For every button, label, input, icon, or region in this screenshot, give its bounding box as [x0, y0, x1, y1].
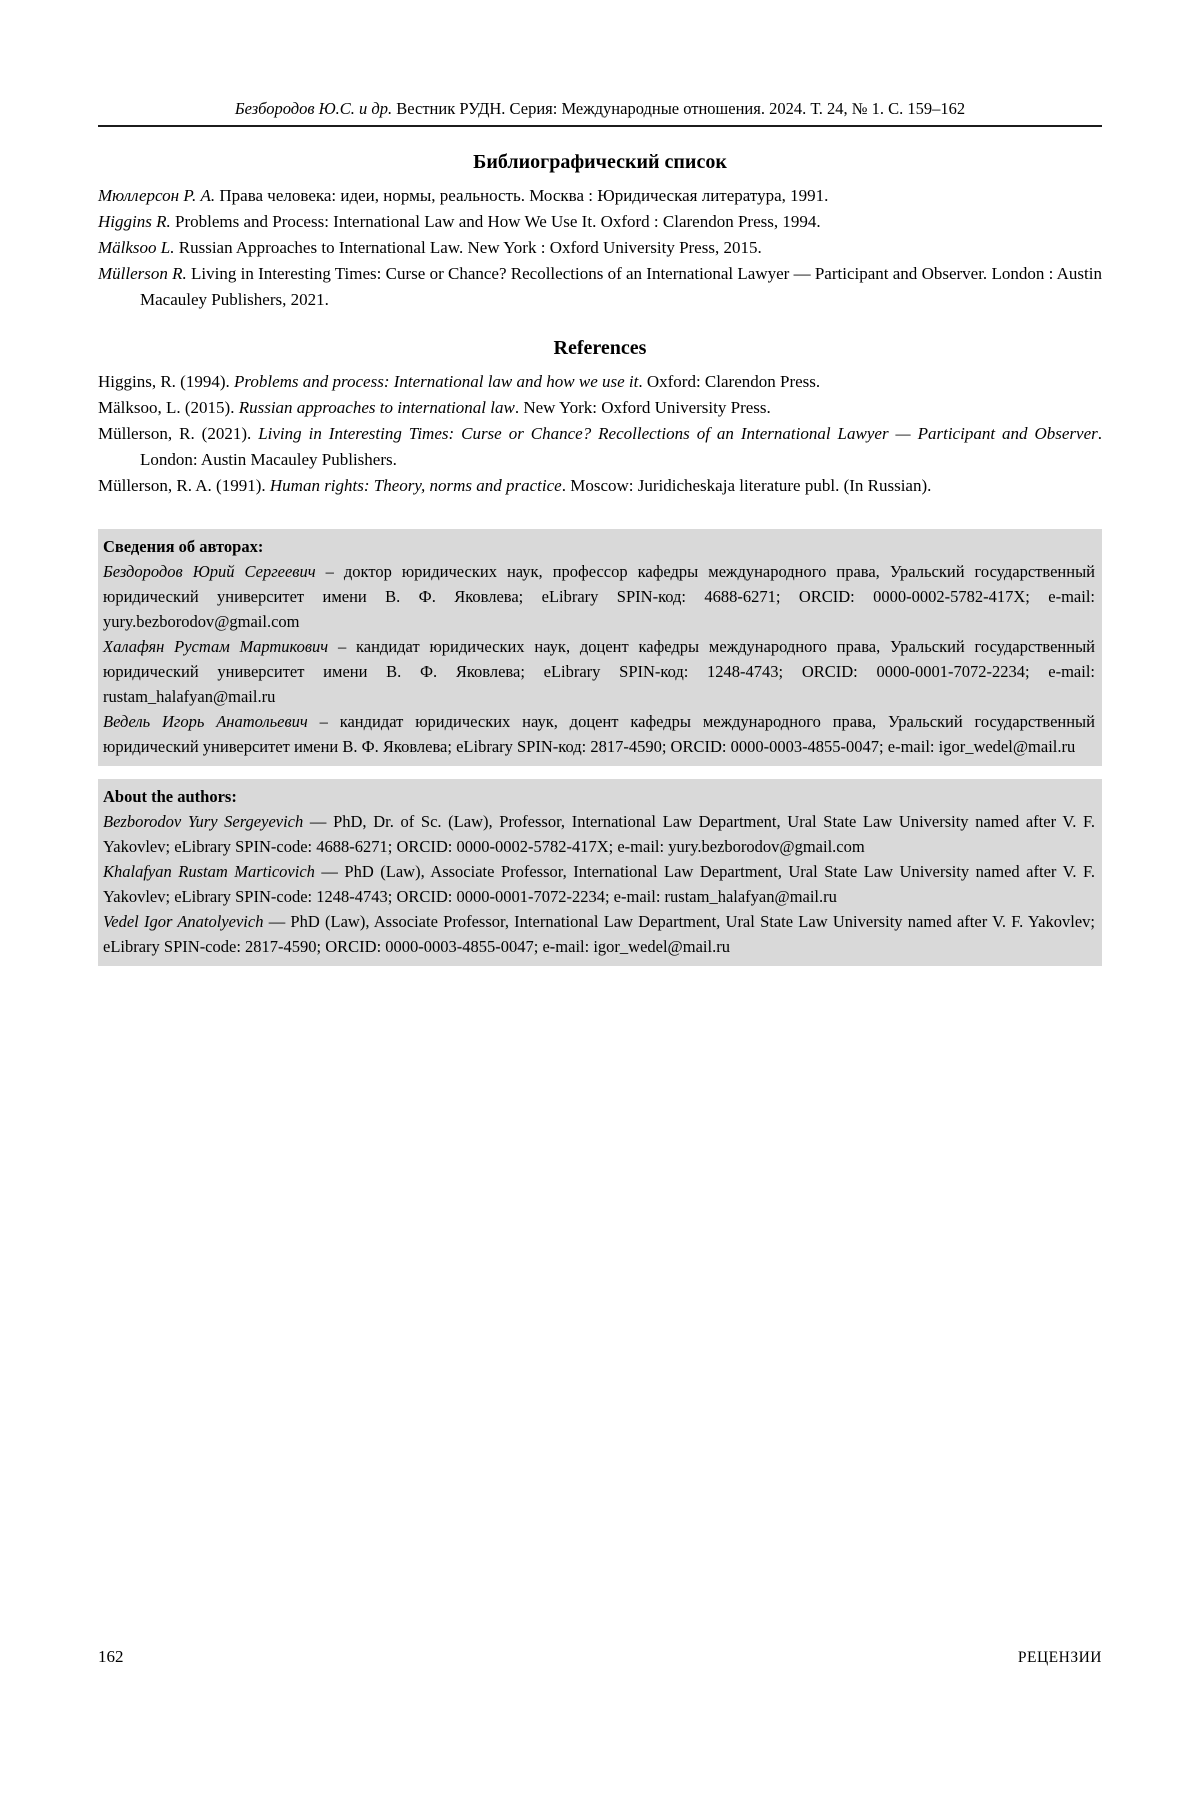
bibliography-list	[98, 183, 1102, 313]
author-ru-entry	[103, 559, 1095, 634]
bibliography-entry	[98, 209, 1102, 235]
entry-title: Human rights: Theory, norms and practice	[269, 476, 562, 495]
entry-title: Russian approaches to international law	[238, 398, 515, 417]
author-details: — PhD (Law), Associate Professor, International Law Department, Ural State Law University named after V. F. Yakovlev; eLibrary SPIN-code: 2817-4590; ORCID: 0000-0003-4855-0047; e-mail: igor_wedel@mail.ru	[103, 912, 1095, 956]
reference-entry	[98, 395, 1102, 421]
entry-text: Права человека: идеи, нормы, реальность. Москва : Юридическая литература, 1991.	[215, 186, 829, 205]
reference-entry	[98, 473, 1102, 499]
author-en-entry	[103, 809, 1095, 859]
entry-text: Living in Interesting Times: Curse or Chance? Recollections of an International Lawyer — Participant and Observer. London : Austin Macauley Publishers, 2021.	[140, 264, 1102, 309]
page-content	[0, 99, 1200, 966]
author-ru-entry	[103, 709, 1095, 759]
reference-entry	[98, 421, 1102, 473]
authors-ru-heading: Сведения об авторах:	[103, 537, 264, 556]
authors-en-heading: About the authors:	[103, 787, 237, 806]
entry-text: Russian Approaches to International Law. New York : Oxford University Press, 2015.	[174, 238, 762, 257]
entry-head: Higgins, R. (1994).	[98, 372, 234, 391]
author-details: — PhD, Dr. of Sc. (Law), Professor, International Law Department, Ural State Law University named after V. F. Yakovlev; eLibrary SPIN-code: 4688-6271; ORCID: 0000-0002-5782-417X; e-mail: yury.bezborodov@gmail.com	[103, 812, 1095, 856]
references-list	[98, 369, 1102, 499]
references-heading: References	[553, 337, 647, 359]
author-details: – кандидат юридических наук, доцент кафедры международного права, Уральский государственный юридический университет имени В. Ф. Яковлева; eLibrary SPIN-код: 2817-4590; ORCID: 0000-0003-4855-0047; e-mail: igor_wedel@mail.ru	[103, 712, 1095, 756]
entry-tail: . Oxford: Clarendon Press.	[638, 372, 821, 391]
author-name: Бездородов Юрий Сергеевич	[103, 562, 316, 581]
entry-tail: . Moscow: Juridicheskaja literature publ. (In Russian).	[561, 476, 932, 495]
entry-title: Living in Interesting Times: Curse or Chance? Recollections of an International Lawyer — Participant and Observer	[258, 424, 1098, 443]
entry-author: Müllerson R.	[98, 264, 187, 283]
entry-author: Higgins R.	[98, 212, 171, 231]
author-name: Bezborodov Yury Sergeyevich	[103, 812, 304, 831]
entry-text: Problems and Process: International Law and How We Use It. Oxford : Clarendon Press, 1994.	[170, 212, 821, 231]
entry-tail: . London: Austin Macauley Publishers.	[140, 424, 1102, 469]
author-en-entry	[103, 909, 1095, 959]
entry-head: Müllerson, R. A. (1991).	[98, 476, 270, 495]
bibliography-entry	[98, 261, 1102, 313]
running-header-citation: Вестник РУДН. Серия: Международные отношения. 2024. Т. 24, № 1. С. 159–162	[392, 99, 966, 118]
entry-tail: . New York: Oxford University Press.	[514, 398, 771, 417]
author-name: Vedel Igor Anatolyevich	[103, 912, 264, 931]
entry-author: Mälksoo L.	[98, 238, 175, 257]
entry-author: Мюллерсон Р. А.	[98, 186, 216, 205]
page-number: 162	[98, 1647, 124, 1666]
bibliography-entry	[98, 183, 1102, 209]
author-name: Khalafyan Rustam Marticovich	[103, 862, 315, 881]
running-header-authors: Безбородов Ю.С. и др.	[234, 99, 393, 118]
author-details: – доктор юридических наук, профессор кафедры международного права, Уральский государственный юридический университет имени В. Ф. Яковлева; eLibrary SPIN-код: 4688-6271; ORCID: 0000-0002-5782-417X; e-mail: yury.bezborodov@gmail.com	[103, 562, 1095, 631]
author-name: Ведель Игорь Анатольевич	[103, 712, 308, 731]
author-details: – кандидат юридических наук, доцент кафедры международного права, Уральский государственный юридический университет имени В. Ф. Яковлева; eLibrary SPIN-код: 1248-4743; ORCID: 0000-0001-7072-2234; e-mail: rustam_halafyan@mail.ru	[103, 637, 1095, 706]
page-footer	[98, 1647, 1102, 1667]
entry-head: Müllerson, R. (2021).	[98, 424, 259, 443]
running-header	[98, 99, 1102, 119]
header-rule	[98, 125, 1102, 127]
author-en-entry	[103, 859, 1095, 909]
entry-title: Problems and process: International law and how we use it	[234, 372, 639, 391]
bibliography-heading: Библиографический список	[473, 151, 727, 173]
author-name: Халафян Рустам Мартикович	[103, 637, 329, 656]
authors-info-ru-box	[98, 529, 1102, 766]
reference-entry	[98, 369, 1102, 395]
journal-section-label: РЕЦЕНЗИИ	[1017, 1649, 1102, 1666]
bibliography-entry	[98, 235, 1102, 261]
author-details: — PhD (Law), Associate Professor, International Law Department, Ural State Law University named after V. F. Yakovlev; eLibrary SPIN-code: 1248-4743; ORCID: 0000-0001-7072-2234; e-mail: rustam_halafyan@mail.ru	[103, 862, 1095, 906]
author-ru-entry	[103, 634, 1095, 709]
entry-head: Mälksoo, L. (2015).	[98, 398, 239, 417]
authors-info-en-box	[98, 779, 1102, 966]
